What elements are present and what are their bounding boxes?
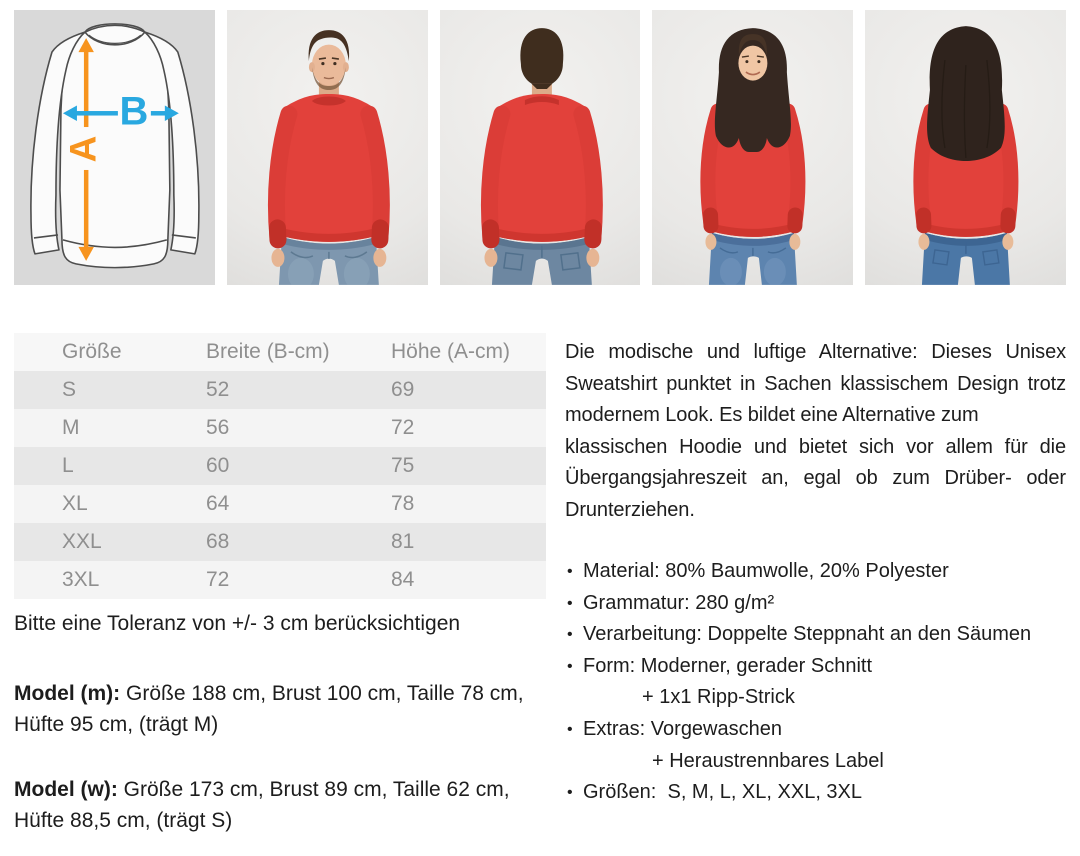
model-female-details: Größe 173 cm, Brust 89 cm, Taille 62 cm, Hüfte 88,5 cm, (trägt S) [14, 778, 510, 832]
size-value: L [62, 454, 74, 477]
height-value: 81 [391, 530, 415, 553]
size-info-column [14, 333, 546, 836]
size-row-l [14, 447, 546, 485]
spec-extras: • Extras: Vorgewaschen [565, 714, 1066, 746]
width-value: 72 [206, 568, 230, 591]
spec-extras-continuation: + Heraustrennbares Label [652, 749, 884, 772]
size-row-xl [14, 485, 546, 523]
model-female-info [14, 774, 546, 836]
width-value: 60 [206, 454, 230, 477]
description-part1: Die modische und luftige Alternative: Dieses Unisex Sweatshirt punktet in Sachen klassischem Design trotz modernem Look. Es bildet eine Alternative zum [565, 341, 1066, 426]
photo-model-male-back[interactable] [440, 10, 641, 285]
size-diagram-image[interactable] [14, 10, 215, 285]
spec-form: • Form: Moderner, gerader Schnitt [565, 651, 1066, 683]
col-header-height: Höhe (A-cm) [391, 340, 511, 363]
spec-grammatur: • Grammatur: 280 g/m² [565, 588, 1066, 620]
product-gallery [14, 10, 1066, 285]
height-value: 69 [391, 378, 415, 401]
photo-model-male-front[interactable] [227, 10, 428, 285]
width-value: 68 [206, 530, 230, 553]
col-header-size: Größe [62, 340, 122, 363]
spec-list [565, 556, 1066, 809]
spec-groessen: • Größen: S, M, L, XL, XXL, 3XL [565, 777, 1066, 809]
size-value: XL [62, 492, 88, 515]
size-value: S [62, 378, 77, 401]
male-front-illustration [227, 10, 428, 285]
size-table-header-row [14, 333, 546, 371]
width-value: 52 [206, 378, 230, 401]
photo-model-female-back[interactable] [865, 10, 1066, 285]
size-value: XXL [62, 530, 102, 553]
spec-verarbeitung: • Verarbeitung: Doppelte Steppnaht an den Säumen [565, 619, 1066, 651]
width-value: 56 [206, 416, 230, 439]
description-column [565, 337, 1066, 809]
photo-model-female-front[interactable] [652, 10, 853, 285]
size-row-m [14, 409, 546, 447]
spec-material: • Material: 80% Baumwolle, 20% Polyester [565, 556, 1066, 588]
male-back-illustration [440, 10, 641, 285]
size-row-s [14, 371, 546, 409]
size-value: M [62, 416, 80, 439]
size-row-xxl [14, 523, 546, 561]
description-part2: klassischen Hoodie und bietet sich vor allem für die Übergangsjahreszeit an, egal ob zum Drüber- oder Drunterziehen. [565, 435, 1066, 521]
size-table [14, 333, 546, 599]
size-value: 3XL [62, 568, 100, 591]
label-b: B [119, 89, 149, 134]
height-value: 84 [391, 568, 415, 591]
width-value: 64 [206, 492, 230, 515]
model-male-info [14, 678, 546, 740]
female-back-illustration [865, 10, 1066, 285]
spec-form-continuation: + 1x1 Ripp-Strick [642, 686, 795, 709]
sweatshirt-measure-diagram-icon [14, 10, 215, 285]
label-a: A [62, 135, 104, 163]
tolerance-note: Bitte eine Toleranz von +/- 3 cm berücksichtigen [14, 612, 461, 635]
height-value: 72 [391, 416, 415, 439]
model-male-label: Model (m): [14, 682, 121, 705]
model-female-label: Model (w): [14, 778, 118, 801]
female-front-illustration [652, 10, 853, 285]
height-value: 75 [391, 454, 415, 477]
col-header-width: Breite (B-cm) [206, 340, 330, 363]
size-row-3xl [14, 561, 546, 599]
model-male-details: Größe 188 cm, Brust 100 cm, Taille 78 cm, Hüfte 95 cm, (trägt M) [14, 682, 524, 736]
height-value: 78 [391, 492, 415, 515]
product-description [565, 337, 1066, 526]
